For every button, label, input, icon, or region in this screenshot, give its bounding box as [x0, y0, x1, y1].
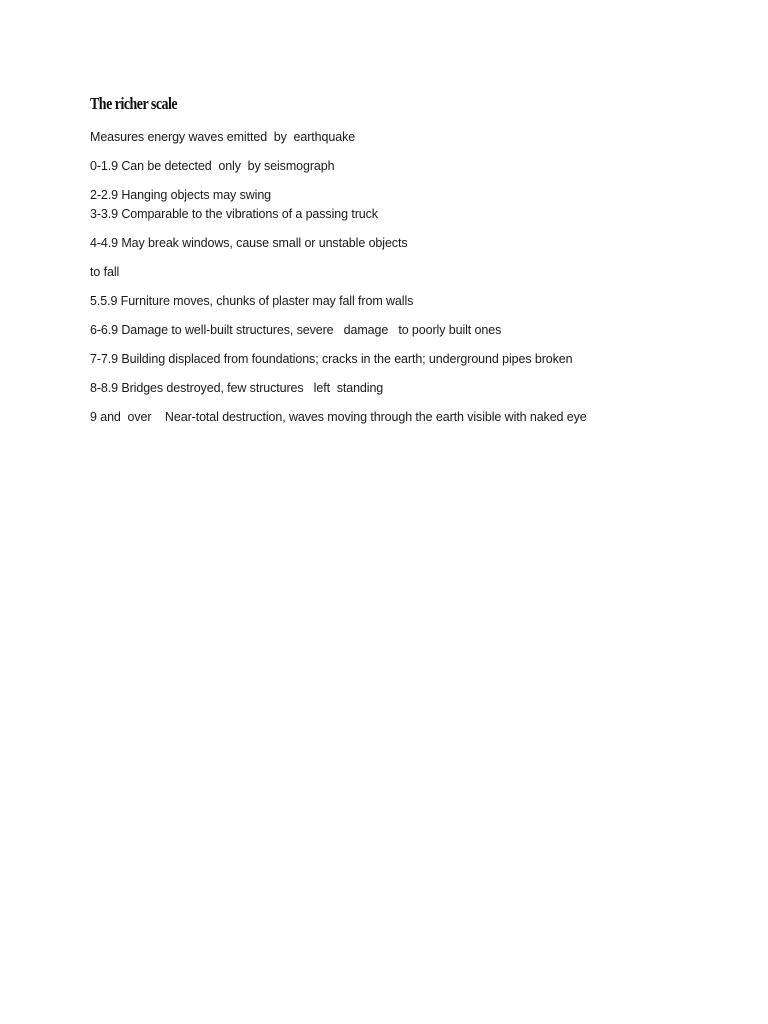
scale-line-0: 0-1.9 Can be detected only by seismograph [90, 159, 335, 173]
document-title: The richer scale [90, 94, 178, 113]
scale-line-3: 3-3.9 Comparable to the vibrations of a passing truck [90, 207, 378, 221]
scale-line-7: 7-7.9 Building displaced from foundations; cracks in the earth; underground pipes broken [90, 352, 573, 366]
scale-line-8: 8-8.9 Bridges destroyed, few structures left standing [90, 381, 384, 395]
scale-line-4: 4-4.9 May break windows, cause small or unstable objects [90, 236, 408, 250]
scale-line-6: 6-6.9 Damage to well-built structures, severe damage to poorly built ones [90, 323, 502, 337]
scale-line-5: 5.5.9 Furniture moves, chunks of plaster may fall from walls [90, 294, 414, 308]
scale-line-4-continued: to fall [90, 265, 120, 279]
intro-line: Measures energy waves emitted by earthquake [90, 130, 356, 144]
scale-line-2: 2-2.9 Hanging objects may swing [90, 188, 272, 202]
scale-line-9: 9 and over Near-total destruction, waves moving through the earth visible with naked eye [90, 410, 587, 424]
